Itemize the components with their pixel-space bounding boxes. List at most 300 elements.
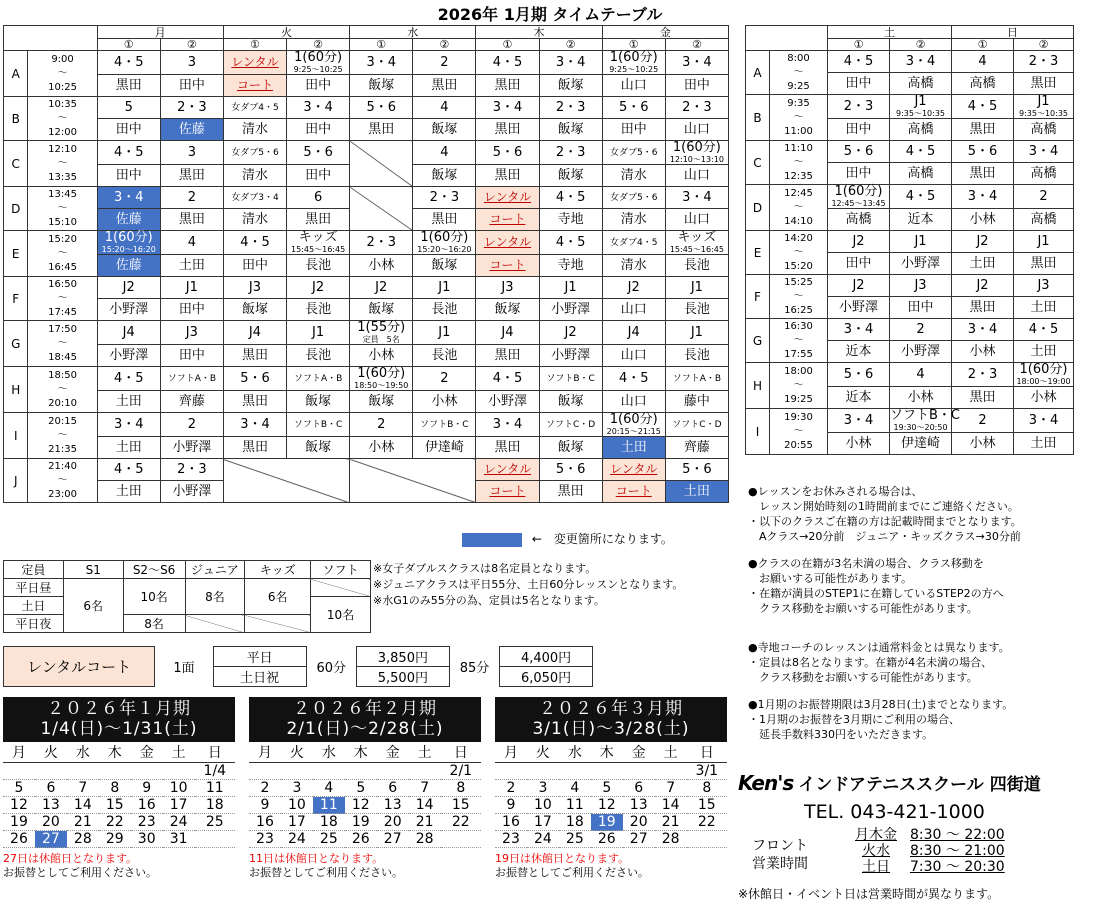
lesson-coach bbox=[890, 387, 952, 409]
row-time bbox=[28, 277, 97, 321]
calendar-day: 19 bbox=[345, 814, 377, 831]
time-end: 12:35 bbox=[784, 170, 813, 182]
lesson-class bbox=[1014, 231, 1074, 253]
weekday-label: 水 bbox=[67, 742, 99, 763]
lesson-coach bbox=[223, 391, 286, 413]
lesson-coach bbox=[97, 437, 160, 459]
calendar-title: ２０２６年２月期 bbox=[293, 699, 437, 719]
calendar-day: 27 bbox=[377, 831, 409, 848]
class-name: 2・3 bbox=[177, 461, 207, 477]
coach-name: 飯塚 bbox=[431, 257, 458, 273]
lesson-coach bbox=[602, 255, 665, 277]
lesson-coach bbox=[97, 209, 160, 231]
coach-name: 黒田 bbox=[1030, 255, 1057, 271]
lesson-coach bbox=[160, 437, 223, 459]
coach-name: 山口 bbox=[620, 301, 647, 317]
note-line bbox=[748, 628, 1103, 640]
coach-name: 清水 bbox=[241, 211, 268, 227]
lesson-class bbox=[539, 459, 602, 481]
coach-name: 土田 bbox=[115, 393, 142, 409]
class-name: J1 bbox=[914, 233, 927, 249]
coach-name: 黒田 bbox=[241, 393, 268, 409]
calendar-day: 8 bbox=[99, 780, 131, 797]
calendar-day: 24 bbox=[163, 814, 195, 831]
coach-name: 伊達崎 bbox=[424, 439, 464, 455]
lesson-class bbox=[97, 367, 160, 391]
lesson-class bbox=[890, 363, 952, 387]
hours-row bbox=[848, 827, 1005, 843]
coach-name: 飯塚 bbox=[557, 167, 584, 183]
lesson-coach bbox=[828, 163, 890, 185]
coach-name: 長池 bbox=[305, 301, 332, 317]
class-name: 5 bbox=[124, 99, 133, 115]
slot-header: ① bbox=[602, 39, 665, 51]
calendar-day bbox=[281, 763, 313, 780]
calendar-day: 10 bbox=[527, 797, 559, 814]
coach-name: 小林 bbox=[969, 211, 996, 227]
class-name: 3・4 bbox=[303, 99, 333, 115]
class-name: 女ダブ5・6 bbox=[610, 192, 658, 203]
time-start: 10:35 bbox=[48, 98, 77, 110]
lesson-coach bbox=[160, 165, 223, 187]
lesson-coach bbox=[602, 209, 665, 231]
calendar-day: 8 bbox=[441, 780, 481, 797]
time-end: 9:25 bbox=[787, 80, 810, 92]
class-name: 4 bbox=[440, 144, 449, 160]
time-end: 23:00 bbox=[48, 488, 77, 500]
calendar-day: 19 bbox=[591, 814, 623, 831]
calendar-day: 31 bbox=[163, 831, 195, 848]
lesson-class bbox=[665, 141, 728, 165]
lesson-class bbox=[413, 97, 476, 119]
class-name: J2 bbox=[312, 279, 325, 295]
coach-name: 小野澤 bbox=[900, 343, 940, 359]
coach-name: 黒田 bbox=[1030, 75, 1057, 91]
coach-name: 高橋 bbox=[845, 211, 872, 227]
lesson-class bbox=[602, 413, 665, 437]
row-label: B bbox=[746, 95, 770, 141]
lesson-class bbox=[890, 231, 952, 253]
calendar-day: 29 bbox=[99, 831, 131, 848]
rental-price: 6,050円 bbox=[500, 667, 593, 687]
calendar-day: 23 bbox=[495, 831, 527, 848]
day-header: 日 bbox=[952, 26, 1074, 39]
capacity-head: S1 bbox=[63, 561, 123, 579]
lesson-coach bbox=[1014, 119, 1074, 141]
lesson-class bbox=[413, 187, 476, 209]
lesson-coach bbox=[1014, 73, 1074, 95]
class-name: 3・4 bbox=[240, 416, 270, 432]
class-name: 2 bbox=[187, 416, 196, 432]
time-start: 21:40 bbox=[48, 460, 77, 472]
weekday-label: 金 bbox=[623, 742, 655, 763]
lesson-coach bbox=[539, 437, 602, 459]
calendar-day: 13 bbox=[377, 797, 409, 814]
calendar-day: 4 bbox=[313, 780, 345, 797]
calendar-range: 2/1(日)〜2/28(土) bbox=[286, 719, 444, 739]
weekday-label: 木 bbox=[345, 742, 377, 763]
class-name: 5・6 bbox=[555, 461, 586, 477]
class-name: 4・5 bbox=[1028, 321, 1059, 337]
coach-name: 田中 bbox=[178, 77, 205, 93]
lesson-coach bbox=[160, 119, 223, 141]
calendar-day: 8 bbox=[687, 780, 727, 797]
capacity-empty bbox=[311, 579, 371, 597]
coach-name: 田中 bbox=[845, 121, 872, 137]
calendar-day: 16 bbox=[495, 814, 527, 831]
empty-day bbox=[350, 459, 476, 503]
calendar-day: 25 bbox=[195, 814, 235, 831]
legend bbox=[462, 530, 673, 547]
hours-label: 営業時間 bbox=[752, 856, 808, 872]
month-calendar bbox=[3, 697, 235, 880]
class-name: 4 bbox=[978, 53, 987, 69]
lesson-coach bbox=[890, 433, 952, 455]
coach-name: 高橋 bbox=[907, 75, 934, 91]
school-note: ※休館日・イベント日は営業時間が異なります。 bbox=[738, 887, 1000, 901]
row-label: A bbox=[746, 51, 770, 95]
row-time bbox=[28, 367, 97, 413]
coach-name: 小林 bbox=[431, 393, 458, 409]
time-start: 13:45 bbox=[48, 188, 77, 200]
lesson-class bbox=[952, 95, 1014, 119]
lesson-coach bbox=[413, 255, 476, 277]
lesson-coach bbox=[223, 119, 286, 141]
lesson-class bbox=[413, 51, 476, 75]
lesson-coach bbox=[287, 391, 350, 413]
lesson-coach bbox=[350, 437, 413, 459]
lesson-class bbox=[1014, 319, 1074, 341]
capacity-row-label: 平日昼 bbox=[4, 579, 64, 597]
class-name: 3・4 bbox=[905, 53, 936, 69]
rental-court-text: コート bbox=[615, 483, 652, 498]
lesson-coach bbox=[476, 165, 539, 187]
front-hours-label bbox=[752, 837, 808, 873]
time-sep: 〜 bbox=[57, 474, 68, 486]
coach-name: 高橋 bbox=[907, 165, 934, 181]
lesson-class bbox=[413, 231, 476, 255]
time-start: 15:20 bbox=[48, 233, 77, 245]
time-start: 18:00 bbox=[784, 365, 813, 377]
note-line: クラス移動をお願いする可能性があります。 bbox=[748, 602, 978, 615]
coach-name: 小野澤 bbox=[109, 347, 149, 363]
lesson-coach bbox=[665, 119, 728, 141]
lesson-coach bbox=[413, 299, 476, 321]
time-start: 19:30 bbox=[784, 411, 813, 423]
note-line: お願いする可能性があります。 bbox=[748, 572, 913, 585]
rental-court-text: レンタル bbox=[483, 235, 532, 249]
calendar-footer bbox=[249, 852, 481, 880]
row-label: H bbox=[4, 367, 28, 413]
rental-unit: 1面 bbox=[155, 647, 213, 687]
time-start: 20:15 bbox=[48, 415, 77, 427]
time-sep: 〜 bbox=[793, 66, 804, 78]
lesson-class bbox=[1014, 51, 1074, 73]
class-name: 3・4 bbox=[967, 321, 998, 337]
lesson-coach bbox=[287, 75, 350, 97]
coach-name: 黒田 bbox=[431, 211, 458, 227]
slot-header: ① bbox=[476, 39, 539, 51]
coach-name: 高橋 bbox=[907, 121, 934, 137]
coach-name: 田中 bbox=[907, 299, 934, 315]
weekday-label: 水 bbox=[313, 742, 345, 763]
calendar-day: 5 bbox=[3, 780, 35, 797]
weekday-label: 火 bbox=[35, 742, 67, 763]
hours-row bbox=[848, 843, 1005, 859]
class-name: 2・3 bbox=[555, 99, 586, 115]
coach-name: 長池 bbox=[431, 301, 458, 317]
row-time bbox=[770, 319, 828, 363]
class-name: 5・6 bbox=[492, 144, 523, 160]
hours-list bbox=[848, 827, 1005, 875]
day-header: 土 bbox=[828, 26, 952, 39]
row-label: G bbox=[4, 321, 28, 367]
school-logo: Ken's bbox=[738, 771, 794, 795]
lesson-class bbox=[160, 367, 223, 391]
calendar-day: 13 bbox=[35, 797, 67, 814]
lesson-coach bbox=[539, 481, 602, 503]
lesson-coach bbox=[952, 433, 1014, 455]
lesson-coach bbox=[665, 437, 728, 459]
lesson-coach bbox=[350, 299, 413, 321]
class-name: J2 bbox=[564, 324, 577, 340]
lesson-coach bbox=[223, 299, 286, 321]
coach-name: 田中 bbox=[305, 77, 332, 93]
lesson-coach bbox=[97, 119, 160, 141]
coach-name: 近本 bbox=[907, 211, 934, 227]
calendar-day bbox=[99, 763, 131, 780]
time-start: 11:10 bbox=[784, 142, 813, 154]
class-name: 3・4 bbox=[1028, 143, 1059, 159]
class-name: 4 bbox=[187, 234, 196, 250]
calendar-day: 3 bbox=[527, 780, 559, 797]
time-end: 16:25 bbox=[784, 304, 813, 316]
time-end: 12:00 bbox=[48, 126, 77, 138]
class-name: 4・5 bbox=[492, 370, 523, 386]
lesson-class bbox=[828, 275, 890, 297]
lesson-class bbox=[160, 413, 223, 437]
lesson-class bbox=[890, 141, 952, 163]
time-sep: 〜 bbox=[57, 429, 68, 441]
class-name: 2・3 bbox=[967, 366, 998, 382]
class-name: 4・5 bbox=[240, 234, 270, 250]
lesson-class bbox=[665, 459, 728, 481]
rental-court-text: レンタル bbox=[610, 462, 658, 476]
lesson-coach bbox=[223, 165, 286, 187]
calendar-day bbox=[3, 763, 35, 780]
lesson-class bbox=[890, 185, 952, 209]
calendar-day: 15 bbox=[99, 797, 131, 814]
capacity-note: ※ジュニアクラスは平日55分、土日60分レッスンとなります。 bbox=[373, 578, 684, 591]
coach-name: 長池 bbox=[431, 347, 458, 363]
lesson-class bbox=[952, 363, 1014, 387]
row-time bbox=[770, 409, 828, 455]
lesson-class bbox=[1014, 275, 1074, 297]
class-name: 1(60分) bbox=[834, 184, 883, 199]
row-time bbox=[28, 97, 97, 141]
coach-name: 山口 bbox=[620, 393, 647, 409]
row-label: F bbox=[4, 277, 28, 321]
lesson-coach bbox=[952, 209, 1014, 231]
coach-name: 飯塚 bbox=[557, 393, 584, 409]
lesson-class bbox=[602, 51, 665, 75]
coach-name: 小林 bbox=[969, 435, 996, 451]
lesson-coach bbox=[350, 345, 413, 367]
time-end: 17:55 bbox=[784, 348, 813, 360]
calendar-day: 23 bbox=[249, 831, 281, 848]
lesson-coach bbox=[476, 255, 539, 277]
coach-name: 長池 bbox=[305, 347, 332, 363]
slot-header: ② bbox=[539, 39, 602, 51]
lesson-class bbox=[97, 97, 160, 119]
month-calendar bbox=[249, 697, 481, 880]
coach-name: 飯塚 bbox=[557, 121, 584, 137]
coach-name: 飯塚 bbox=[557, 77, 584, 93]
coach-name: 黒田 bbox=[969, 389, 996, 405]
lesson-class bbox=[160, 277, 223, 299]
note-line: Aクラス→20分前 ジュニア・キッズクラス→30分前 bbox=[748, 530, 1021, 543]
lesson-coach bbox=[602, 391, 665, 413]
coach-name: 黒田 bbox=[431, 77, 458, 93]
calendar-day: 14 bbox=[409, 797, 441, 814]
lesson-class bbox=[223, 321, 286, 345]
calendar-day: 2 bbox=[495, 780, 527, 797]
lesson-coach bbox=[97, 391, 160, 413]
calendar-day: 26 bbox=[591, 831, 623, 848]
day-header: 木 bbox=[476, 26, 602, 39]
class-name: 3・4 bbox=[366, 54, 396, 70]
lesson-class bbox=[665, 231, 728, 255]
lesson-coach bbox=[952, 73, 1014, 95]
class-name: 4・5 bbox=[905, 188, 936, 204]
coach-name: 田中 bbox=[178, 301, 205, 317]
calendar-day: 18 bbox=[559, 814, 591, 831]
calendar-day: 10 bbox=[281, 797, 313, 814]
calendar-day: 3/1 bbox=[687, 763, 727, 780]
coach-name: 高橋 bbox=[1030, 211, 1057, 227]
class-name: J2 bbox=[976, 233, 989, 249]
weekday-label: 日 bbox=[195, 742, 235, 763]
row-time bbox=[28, 51, 97, 97]
empty-slot bbox=[350, 187, 413, 231]
time-start: 17:50 bbox=[48, 323, 77, 335]
slot-header: ② bbox=[160, 39, 223, 51]
coach-name: 黒田 bbox=[368, 121, 395, 137]
calendar-day: 21 bbox=[409, 814, 441, 831]
capacity-s1: 6名 bbox=[63, 579, 123, 633]
lesson-coach bbox=[476, 119, 539, 141]
class-name: 5・6 bbox=[843, 143, 874, 159]
calendar-day bbox=[249, 763, 281, 780]
lesson-coach bbox=[665, 255, 728, 277]
time-end: 21:35 bbox=[48, 443, 77, 455]
lesson-coach bbox=[160, 75, 223, 97]
calendar-day: 21 bbox=[655, 814, 687, 831]
time-start: 9:00 bbox=[51, 53, 74, 65]
lesson-class bbox=[952, 409, 1014, 433]
lesson-class bbox=[602, 321, 665, 345]
coach-name: 田中 bbox=[305, 167, 332, 183]
calendar-day: 17 bbox=[281, 814, 313, 831]
coach-name: 小林 bbox=[368, 439, 395, 455]
class-name: キッズ bbox=[298, 230, 338, 245]
calendar-day bbox=[195, 831, 235, 848]
lesson-class bbox=[828, 141, 890, 163]
lesson-class bbox=[97, 231, 160, 255]
lesson-class bbox=[828, 51, 890, 73]
time-end: 14:10 bbox=[784, 215, 813, 227]
calendar-grid bbox=[3, 742, 235, 848]
calendar-day: 7 bbox=[655, 780, 687, 797]
lesson-class bbox=[413, 367, 476, 391]
coach-name: 小林 bbox=[368, 347, 395, 363]
coach-name: 山口 bbox=[683, 167, 710, 183]
lesson-coach bbox=[97, 299, 160, 321]
calendar-day: 20 bbox=[35, 814, 67, 831]
coach-name: 飯塚 bbox=[305, 439, 332, 455]
coach-name: 近本 bbox=[845, 389, 872, 405]
lesson-coach bbox=[828, 341, 890, 363]
lesson-class bbox=[890, 319, 952, 341]
lesson-class bbox=[223, 277, 286, 299]
lesson-coach bbox=[952, 163, 1014, 185]
time-start: 16:30 bbox=[784, 320, 813, 332]
coach-name: 土田 bbox=[969, 255, 996, 271]
weekday-timetable bbox=[3, 25, 729, 503]
lesson-class bbox=[665, 187, 728, 209]
row-label: I bbox=[4, 413, 28, 459]
lesson-class bbox=[287, 277, 350, 299]
coach-name: 小林 bbox=[368, 257, 395, 273]
lesson-coach bbox=[1014, 433, 1074, 455]
class-name: 4 bbox=[440, 99, 449, 115]
class-name: 4・5 bbox=[618, 370, 649, 386]
rental-weekday: 平日 bbox=[213, 647, 306, 667]
school-name: インドアテニススクール 四街道 bbox=[798, 775, 1041, 795]
lesson-coach bbox=[890, 163, 952, 185]
calendar-day: 22 bbox=[99, 814, 131, 831]
class-name: 2・3 bbox=[429, 189, 460, 205]
coach-name: 黒田 bbox=[494, 77, 521, 93]
lesson-class bbox=[952, 51, 1014, 73]
lesson-coach bbox=[413, 165, 476, 187]
row-label: A bbox=[4, 51, 28, 97]
calendars bbox=[3, 697, 733, 897]
lesson-coach bbox=[952, 253, 1014, 275]
calendar-day bbox=[409, 763, 441, 780]
calendar-day: 27 bbox=[623, 831, 655, 848]
coach-name: 飯塚 bbox=[305, 393, 332, 409]
coach-name: 齊藤 bbox=[178, 393, 205, 409]
lesson-coach bbox=[413, 391, 476, 413]
class-name: 2 bbox=[377, 416, 386, 432]
lesson-coach bbox=[828, 73, 890, 95]
calendar-day bbox=[527, 763, 559, 780]
coach-name: 長池 bbox=[683, 301, 710, 317]
capacity-junior: 8名 bbox=[185, 579, 245, 615]
lesson-class bbox=[890, 51, 952, 73]
coach-name: 黒田 bbox=[494, 167, 521, 183]
rental-court-text: コート bbox=[489, 257, 526, 272]
weekday-label: 土 bbox=[163, 742, 195, 763]
class-name: ソフトB・C bbox=[420, 419, 469, 430]
coach-name: 寺地 bbox=[557, 211, 584, 227]
lesson-class bbox=[828, 363, 890, 387]
time-start: 12:10 bbox=[48, 143, 77, 155]
coach-name: 清水 bbox=[620, 257, 647, 273]
class-name: 1(60分) bbox=[294, 50, 343, 65]
row-label: G bbox=[746, 319, 770, 363]
